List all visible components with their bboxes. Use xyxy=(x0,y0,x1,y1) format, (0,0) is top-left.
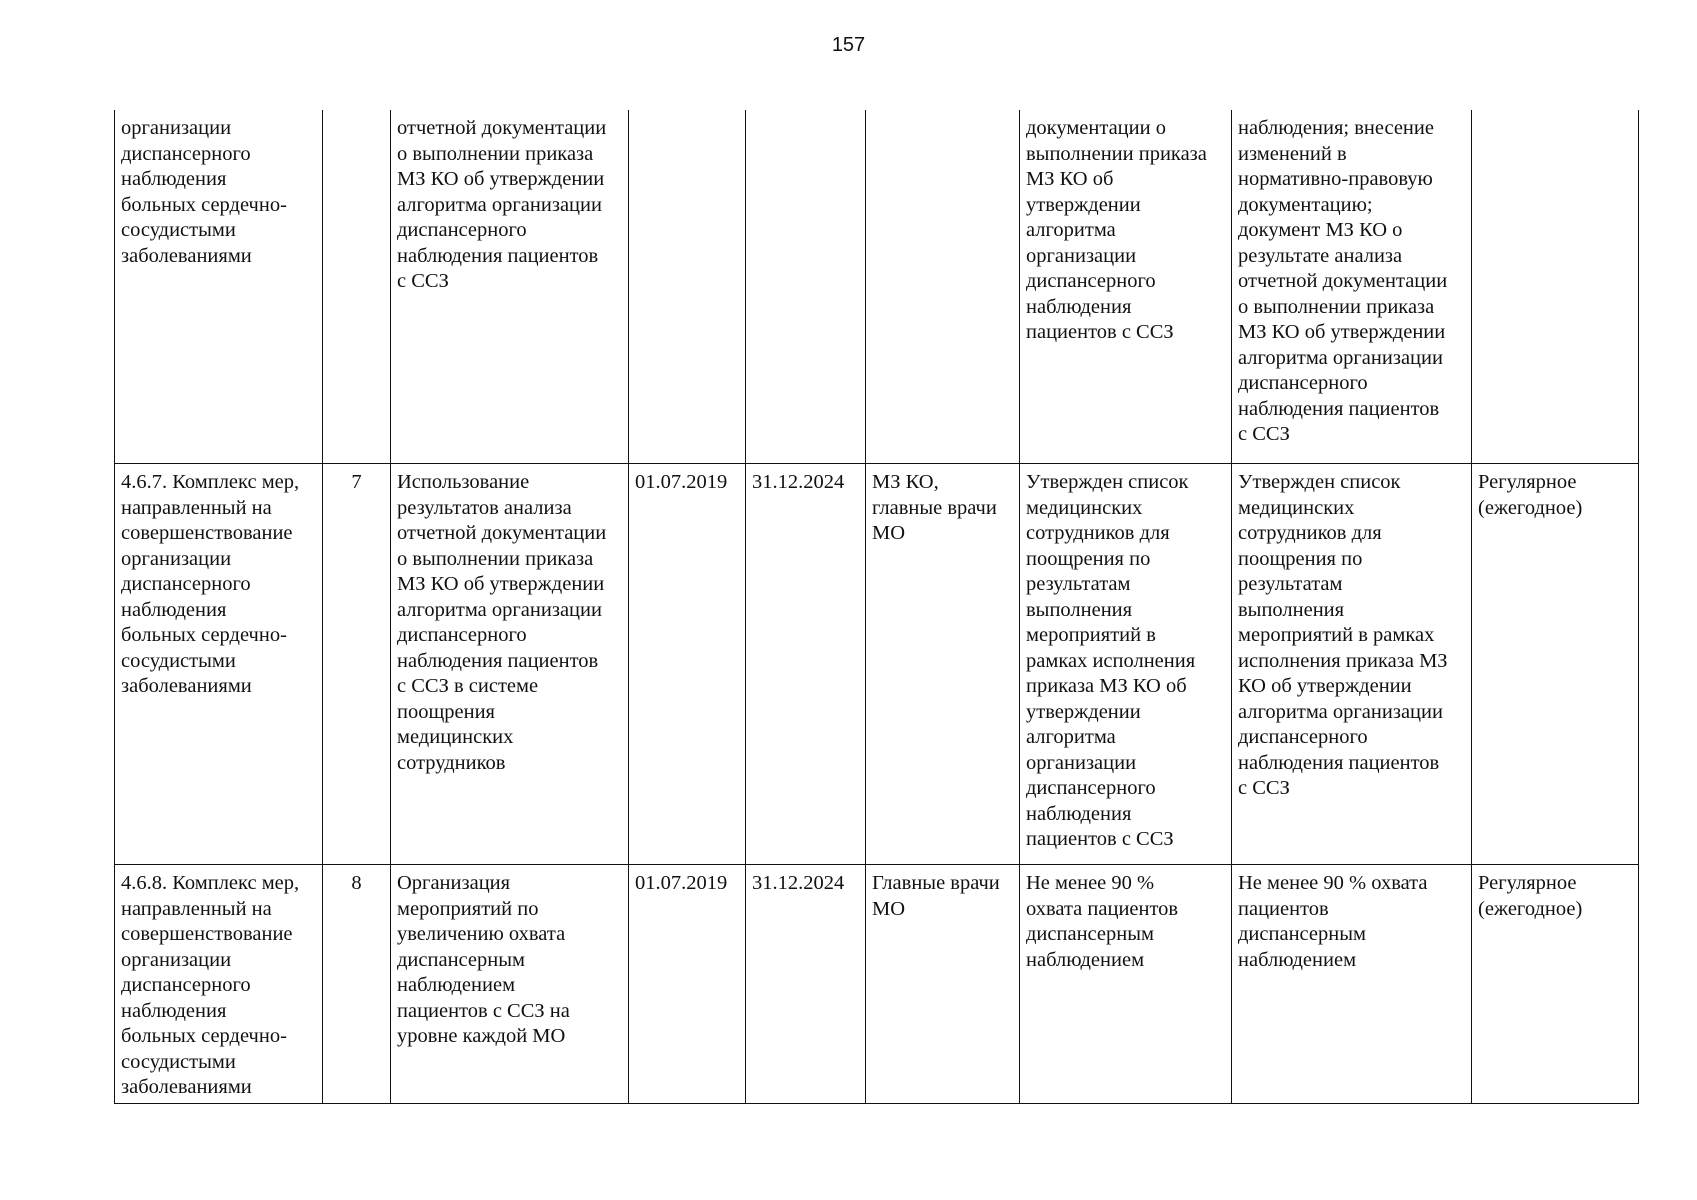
result-cell: документации о выполнении приказа МЗ КО об утверждении алгоритма организации диспансерного наблюдения пациентов с ССЗ xyxy=(1020,110,1232,464)
outcome-cell: Утвержден список медицинских сотрудников для поощрения по результатам выполнения мероприятий в рамках исполнения приказа МЗ КО об утверждении алгоритма организации диспансерного наблюдения пациентов с ССЗ xyxy=(1232,464,1472,865)
periodicity-cell xyxy=(1472,110,1639,464)
result-cell: Утвержден список медицинских сотрудников для поощрения по результатам выполнения мероприятий в рамках исполнения приказа МЗ КО об утверждении алгоритма организации диспансерного наблюдения пациентов с ССЗ xyxy=(1020,464,1232,865)
start-date-cell xyxy=(629,110,746,464)
start-date-cell: 01.07.2019 xyxy=(629,464,746,865)
page-number: 157 xyxy=(831,34,866,56)
measure-name-cell: 4.6.7. Комплекс мер, направленный на совершенствование организации диспансерного наблюдения больных сердечно- сосудистыми заболеваниями xyxy=(115,464,323,865)
action-cell: Использование результатов анализа отчетной документации о выполнении приказа МЗ КО об утверждении алгоритма организации диспансерного наблюдения пациентов с ССЗ в системе поощрения медицинских сотрудников xyxy=(391,464,629,865)
responsible-cell: МЗ КО, главные врачи МО xyxy=(866,464,1020,865)
action-cell: Организация мероприятий по увеличению охвата диспансерным наблюдением пациентов с ССЗ на уровне каждой МО xyxy=(391,865,629,1104)
action-cell: отчетной документации о выполнении приказа МЗ КО об утверждении алгоритма организации диспансерного наблюдения пациентов с ССЗ xyxy=(391,110,629,464)
measure-name-cell: организации диспансерного наблюдения больных сердечно- сосудистыми заболеваниями xyxy=(115,110,323,464)
measure-name-cell: 4.6.8. Комплекс мер, направленный на совершенствование организации диспансерного наблюдения больных сердечно- сосудистыми заболеваниями xyxy=(115,865,323,1104)
measures-table xyxy=(114,110,1639,1104)
outcome-cell: Не менее 90 % охвата пациентов диспансерным наблюдением xyxy=(1232,865,1472,1104)
start-date-cell: 01.07.2019 xyxy=(629,865,746,1104)
end-date-cell: 31.12.2024 xyxy=(746,865,866,1104)
row-number-cell: 8 xyxy=(323,865,391,1104)
outcome-cell: наблюдения; внесение изменений в нормативно-правовую документацию; документ МЗ КО о результате анализа отчетной документации о выполнении приказа МЗ КО об утверждении алгоритма организации диспансерного наблюдения пациентов с ССЗ xyxy=(1232,110,1472,464)
row-number-cell: 7 xyxy=(323,464,391,865)
row-number-cell xyxy=(323,110,391,464)
responsible-cell xyxy=(866,110,1020,464)
periodicity-cell: Регулярное (ежегодное) xyxy=(1472,464,1639,865)
table-row xyxy=(115,865,1639,1104)
table-row xyxy=(115,110,1639,464)
result-cell: Не менее 90 % охвата пациентов диспансерным наблюдением xyxy=(1020,865,1232,1104)
end-date-cell: 31.12.2024 xyxy=(746,464,866,865)
periodicity-cell: Регулярное (ежегодное) xyxy=(1472,865,1639,1104)
end-date-cell xyxy=(746,110,866,464)
table-row xyxy=(115,464,1639,865)
responsible-cell: Главные врачи МО xyxy=(866,865,1020,1104)
